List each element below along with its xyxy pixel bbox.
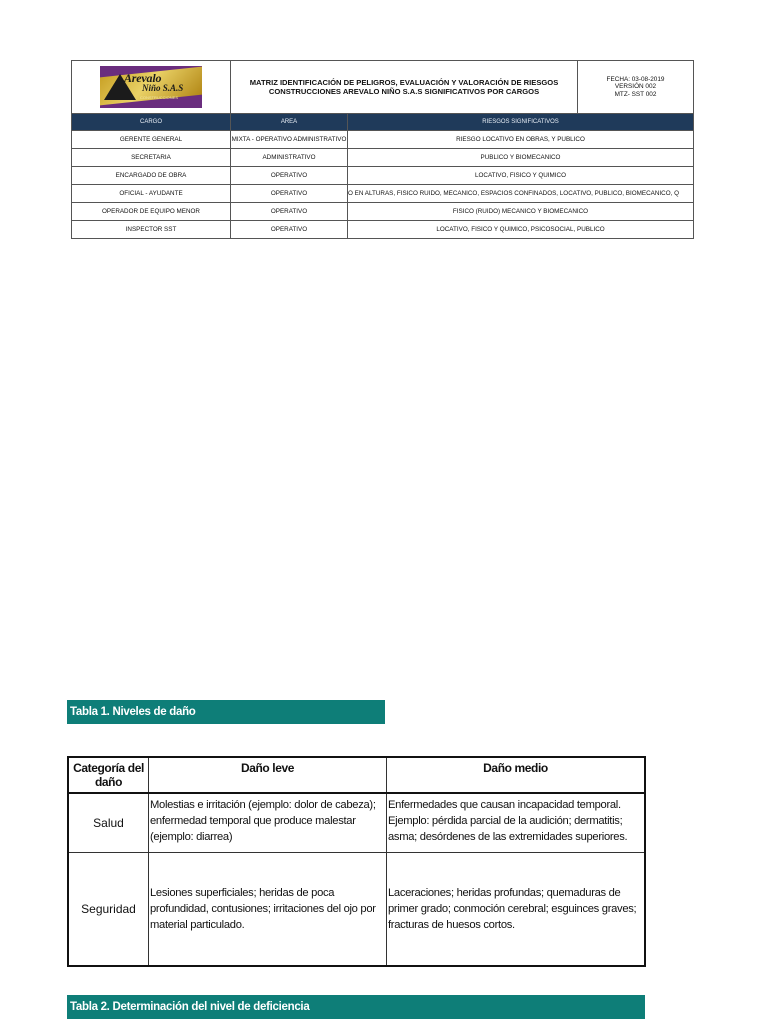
header-dano-leve: Daño leve: [149, 758, 387, 792]
company-logo-cell: [72, 61, 231, 113]
cell-riesgos: O EN ALTURAS, FISICO RUIDO, MECANICO, ESPACIOS CONFINADOS, LOCATIVO, PUBLICO, BIOMECANICO, Q: [348, 190, 679, 197]
cell-riesgos: FISICO (RUIDO) MECANICO Y BIOMECANICO: [452, 208, 589, 215]
cell-dano-medio: Laceraciones; heridas profundas; quemaduras de primer grado; conmoción cerebral; esguinces graves; fracturas de huesos cortos.: [388, 887, 637, 931]
table-row: [72, 221, 693, 238]
cell-cargo: INSPECTOR SST: [72, 221, 231, 238]
table-row: [69, 853, 644, 965]
cell-cargo: OFICIAL - AYUDANTE: [72, 185, 231, 202]
cell-riesgos: PUBLICO Y BIOMECANICO: [480, 154, 561, 161]
cell-area: OPERATIVO: [231, 167, 348, 184]
matrix-column-headers: [72, 114, 693, 131]
document-meta: [578, 61, 693, 113]
cell-dano-leve: Lesiones superficiales; heridas de poca profundidad, contusiones; irritaciones del ojo por material particulado.: [149, 853, 387, 965]
cell-dano-medio: Enfermedades que causan incapacidad temporal. Ejemplo: pérdida parcial de la audición; dermatitis; asma; desórdenes de las extremidades superiores.: [388, 799, 628, 843]
matrix-title: [231, 61, 578, 113]
matrix-title-line2: CONSTRUCCIONES AREVALO NIÑO S.A.S SIGNIFICATIVOS POR CARGOS: [268, 87, 540, 96]
risk-matrix-table: [71, 60, 694, 239]
cell-riesgos: LOCATIVO, FISICO Y QUIMICO, PSICOSOCIAL, PUBLICO: [436, 226, 605, 233]
cell-riesgos: RIESGO LOCATIVO EN OBRAS, Y PUBLICO: [456, 136, 585, 143]
cell-cargo: SECRETARIA: [72, 149, 231, 166]
cell-cargo: OPERADOR DE EQUIPO MENOR: [72, 203, 231, 220]
doc-date: FECHA: 03-08-2019: [606, 75, 665, 83]
header-riesgos: RIESGOS SIGNIFICATIVOS: [482, 118, 559, 125]
cell-categoria: Seguridad: [69, 853, 149, 965]
table-row: [72, 167, 693, 185]
cell-area: OPERATIVO: [231, 221, 348, 238]
header-cargo: CARGO: [72, 114, 231, 130]
tabla1-caption: Tabla 1. Niveles de daño: [67, 700, 385, 724]
cell-area: OPERATIVO: [231, 203, 348, 220]
company-logo: Arevalo Niño S.A.S CONSTRUCCIONES: [100, 66, 202, 108]
cell-cargo: GERENTE GENERAL: [72, 131, 231, 148]
cell-riesgos: LOCATIVO, FISICO Y QUIMICO: [475, 172, 566, 179]
cell-area: ADMINISTRATIVO: [231, 149, 348, 166]
cell-cargo: ENCARGADO DE OBRA: [72, 167, 231, 184]
matrix-title-line1: MATRIZ IDENTIFICACIÓN DE PELIGROS, EVALUACIÓN Y VALORACIÓN DE RIESGOS: [249, 77, 559, 87]
tabla2-caption: Tabla 2. Determinación del nivel de deficiencia: [67, 995, 645, 1019]
table-row: [69, 794, 644, 853]
table-row: [72, 149, 693, 167]
cell-categoria: Salud: [69, 794, 149, 852]
cell-area: OPERATIVO: [231, 185, 348, 202]
table-row: [72, 185, 693, 203]
header-dano-medio: Daño medio: [483, 761, 548, 775]
harm-levels-table: [67, 756, 646, 967]
cell-area: MIXTA - OPERATIVO ADMINISTRATIVO: [231, 131, 348, 148]
matrix-header: [72, 61, 693, 114]
header-area: AREA: [231, 114, 348, 130]
header-categoria: Categoría del daño: [69, 758, 149, 792]
doc-code: MTZ- SST 002: [614, 90, 657, 98]
doc-version: VERSIÓN 002: [614, 83, 657, 91]
harm-table-header: [69, 758, 644, 794]
table-row: [72, 203, 693, 221]
table-row: [72, 131, 693, 149]
cell-dano-leve: Molestias e irritación (ejemplo: dolor de cabeza); enfermedad temporal que produce malestar (ejemplo: diarrea): [149, 794, 387, 852]
